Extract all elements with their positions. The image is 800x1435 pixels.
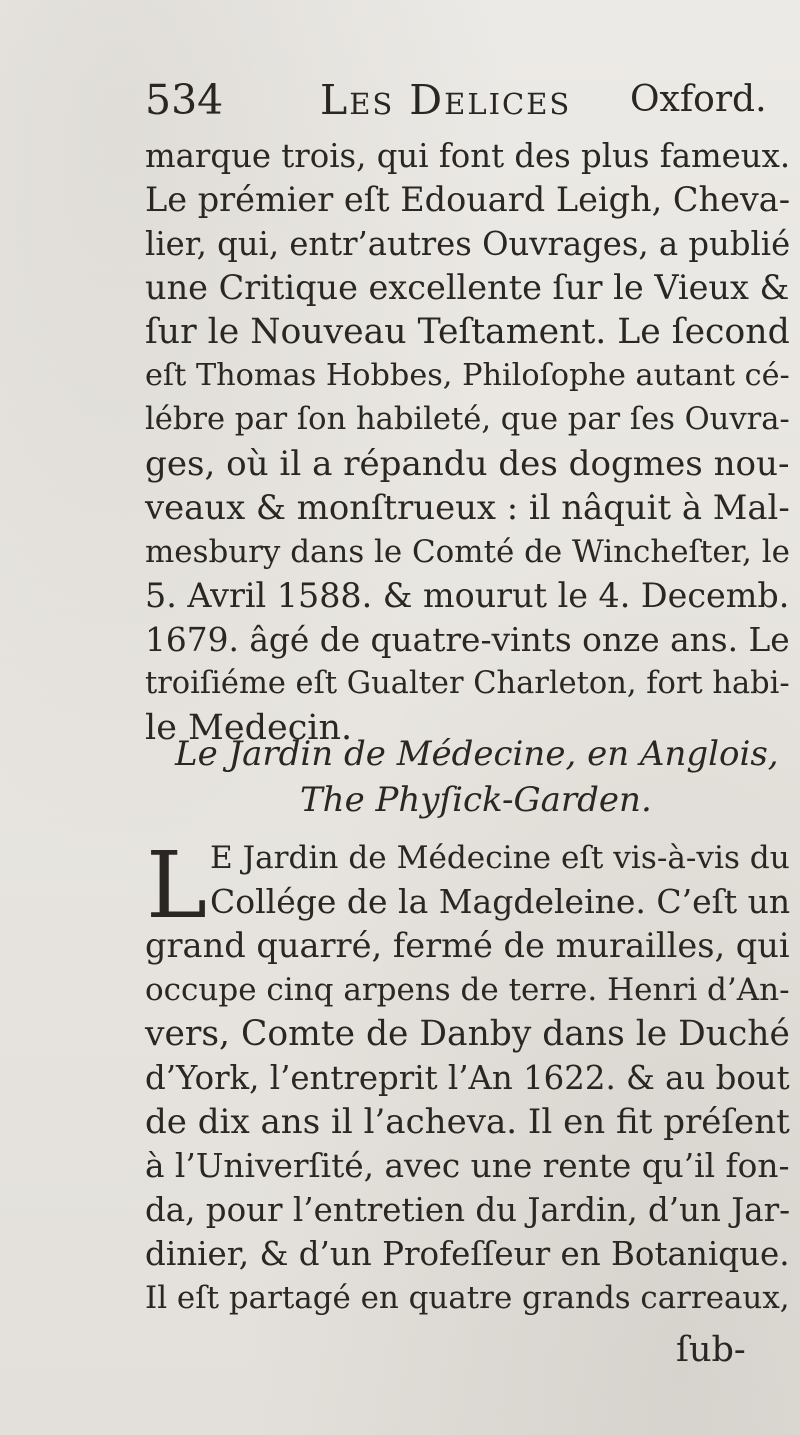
text-line: de dix ans il l’acheva. Il en fit préſent xyxy=(145,1102,790,1142)
text-line: 1679. âgé de quatre-vints onze ans. Le xyxy=(145,621,790,659)
text-line: ges, où il a répandu des dogmes nou- xyxy=(145,444,790,484)
text-line: mesbury dans le Comté de Wincheſter, le xyxy=(145,534,790,570)
text-line: 5. Avril 1588. & mourut le 4. Decemb. xyxy=(145,576,790,615)
text-line: d’York, l’entreprit l’An 1622. & au bout xyxy=(145,1059,790,1097)
text-line: da, pour l’entretien du Jardin, d’un Jar- xyxy=(145,1191,791,1229)
text-line: une Critique excellente ſur le Vieux & xyxy=(145,268,790,307)
drop-cap: L xyxy=(146,832,208,939)
section-heading: Le Jardin de Médecine, en Anglois, xyxy=(175,734,779,774)
text-line: lier, qui, entr’autres Ouvrages, a publié xyxy=(145,225,791,263)
text-line: Le prémier eſt Edouard Leigh, Cheva- xyxy=(145,180,791,219)
text-line: veaux & monſtrueux : il nâquit à Mal- xyxy=(145,488,790,527)
text-line: à l’Univerſité, avec une rente qu’il fon- xyxy=(145,1147,790,1185)
catchword: ſub- xyxy=(676,1330,746,1370)
text-line: eſt Thomas Hobbes, Philoſophe autant cé- xyxy=(145,358,790,393)
text-line: Il eſt partagé en quatre grands carreaux, xyxy=(145,1280,790,1316)
text-line: ſur le Nouveau Teſtament. Le ſecond xyxy=(145,312,790,352)
text-line: occupe cinq arpens de terre. Henri d’An- xyxy=(145,972,790,1008)
text-line: vers, Comte de Danby dans le Duché xyxy=(145,1014,790,1054)
page-number: 534 xyxy=(145,76,224,124)
text-line: troiſiéme eſt Gualter Charleton, fort habi- xyxy=(145,666,790,701)
page-header xyxy=(145,70,785,130)
text-line: le Medecin. xyxy=(145,708,353,748)
text-line: dinier, & d’un Profeſſeur en Botanique. xyxy=(145,1235,790,1273)
running-title: Les Delices xyxy=(320,76,572,124)
text-line: Collége de la Magdeleine. C’eſt un xyxy=(210,882,791,921)
text-line: E Jardin de Médecine eſt vis-à-vis du xyxy=(210,840,790,876)
text-line: grand quarré, fermé de murailles, qui xyxy=(145,926,790,965)
section-subheading: The Phyſick-Garden. xyxy=(300,780,652,820)
text-line: marque trois, qui font des plus fameux. xyxy=(145,137,791,175)
text-line: lébre par ſon habileté, que par ſes Ouvra- xyxy=(145,402,790,437)
header-place: Oxford. xyxy=(630,79,767,120)
